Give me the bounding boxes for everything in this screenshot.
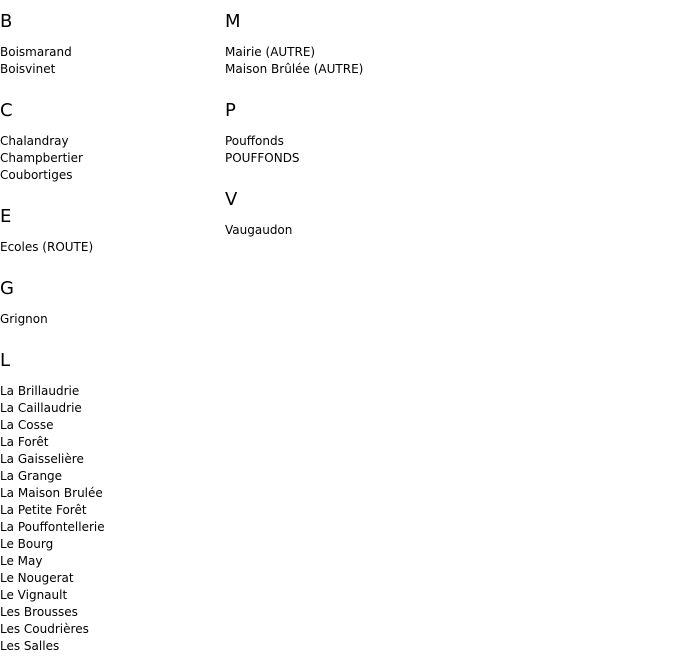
place-link[interactable]: Ecoles (ROUTE)	[0, 240, 94, 254]
list-item	[0, 638, 220, 655]
list-item	[225, 44, 525, 61]
place-list	[225, 133, 525, 167]
letter-heading: P	[225, 100, 236, 121]
list-item	[0, 311, 220, 328]
place-link[interactable]: Champbertier	[0, 151, 83, 165]
place-link[interactable]: Pouffonds	[225, 134, 284, 148]
place-list	[225, 44, 525, 78]
list-item	[0, 150, 220, 167]
list-item	[225, 222, 525, 239]
letter-group-b	[0, 12, 220, 78]
list-item	[0, 502, 220, 519]
list-item	[0, 451, 220, 468]
letter-heading: M	[225, 11, 241, 32]
place-link[interactable]: La Maison Brulée	[0, 486, 103, 500]
place-link[interactable]: La Forêt	[0, 435, 49, 449]
place-link[interactable]: La Brillaudrie	[0, 384, 80, 398]
letter-heading: L	[0, 350, 11, 371]
letter-group-v	[225, 190, 525, 239]
letter-heading: C	[0, 100, 13, 121]
letter-group-g	[0, 279, 220, 328]
place-link[interactable]: Le May	[0, 554, 43, 568]
place-link[interactable]: La Gaisselière	[0, 452, 84, 466]
place-link[interactable]: La Grange	[0, 469, 63, 483]
list-item	[0, 434, 220, 451]
letter-group-e	[0, 207, 220, 256]
place-link[interactable]: La Cosse	[0, 418, 54, 432]
list-item	[225, 61, 525, 78]
index-column-left	[0, 0, 220, 655]
list-item	[0, 570, 220, 587]
list-item	[0, 133, 220, 150]
letter-heading: V	[225, 189, 238, 210]
list-item	[0, 604, 220, 621]
place-list	[0, 44, 220, 78]
list-item	[0, 468, 220, 485]
list-item	[0, 167, 220, 184]
list-item	[225, 150, 525, 167]
list-item	[0, 485, 220, 502]
letter-group-l	[0, 351, 220, 655]
place-list	[225, 222, 525, 239]
letter-group-c	[0, 101, 220, 184]
place-link[interactable]: Les Coudrières	[0, 622, 89, 636]
list-item	[0, 587, 220, 604]
list-item	[0, 553, 220, 570]
place-link[interactable]: Les Brousses	[0, 605, 78, 619]
letter-heading: G	[0, 278, 14, 299]
place-link[interactable]: Le Bourg	[0, 537, 54, 551]
place-link[interactable]: Boisvinet	[0, 62, 56, 76]
list-item	[0, 44, 220, 61]
list-item	[0, 417, 220, 434]
place-link[interactable]: Le Nougerat	[0, 571, 74, 585]
letter-heading: B	[0, 11, 13, 32]
place-list	[0, 239, 220, 256]
place-list	[0, 133, 220, 184]
place-link[interactable]: Coubortiges	[0, 168, 73, 182]
place-link[interactable]: Grignon	[0, 312, 48, 326]
place-list	[0, 383, 220, 655]
place-link[interactable]: Les Salles	[0, 639, 60, 653]
list-item	[225, 133, 525, 150]
list-item	[0, 400, 220, 417]
list-item	[0, 383, 220, 400]
place-list	[0, 311, 220, 328]
list-item	[0, 519, 220, 536]
place-link[interactable]: La Petite Forêt	[0, 503, 87, 517]
place-link[interactable]: Maison Brûlée (AUTRE)	[225, 62, 364, 76]
place-link[interactable]: La Pouffontellerie	[0, 520, 105, 534]
letter-group-p	[225, 101, 525, 167]
letter-heading: E	[0, 206, 12, 227]
list-item	[0, 239, 220, 256]
list-item	[0, 61, 220, 78]
letter-group-m	[225, 12, 525, 78]
place-link[interactable]: Le Vignault	[0, 588, 68, 602]
place-link[interactable]: Mairie (AUTRE)	[225, 45, 316, 59]
list-item	[0, 536, 220, 553]
place-link[interactable]: POUFFONDS	[225, 151, 300, 165]
index-column-right	[225, 0, 525, 239]
list-item	[0, 621, 220, 638]
place-link[interactable]: La Caillaudrie	[0, 401, 82, 415]
place-link[interactable]: Boismarand	[0, 45, 72, 59]
place-link[interactable]: Vaugaudon	[225, 223, 293, 237]
place-link[interactable]: Chalandray	[0, 134, 69, 148]
